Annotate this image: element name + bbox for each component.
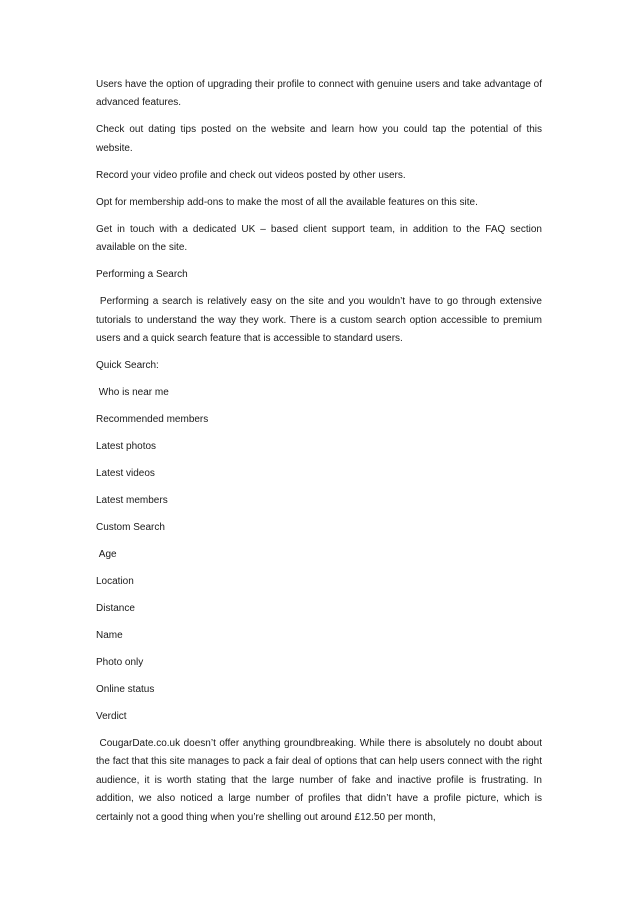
paragraph-search-description: Performing a search is relatively easy on the site and you wouldn’t have to go through extensive tutorials to understand the way they work. There is a custom search option accessible to premium users and a quick search feature that is accessible to standard users.: [96, 296, 545, 345]
heading-custom-search: Custom Search: [96, 522, 165, 534]
list-item-who-is-near-me: Who is near me: [96, 387, 169, 399]
list-item-distance: Distance: [96, 603, 135, 615]
list-item-latest-members: Latest members: [96, 495, 168, 507]
paragraph-dating-tips: Check out dating tips posted on the website and learn how you could tap the potential of this website.: [96, 124, 545, 154]
paragraph-membership-addons: Opt for membership add-ons to make the most of all the available features on this site.: [96, 196, 478, 208]
heading-performing-search: Performing a Search: [96, 269, 188, 281]
paragraph-verdict: CougarDate.co.uk doesn’t offer anything groundbreaking. While there is absolutely no doubt about the fact that this site manages to pack a fair deal of options that can help users connect with the right audience, it is worth stating that the large number of fake and inactive profile is frustrating. In addition, we also noticed a large number of profiles that didn’t have a profile picture, which is certainly not a good thing when you’re shelling out around £12.50 per month,: [96, 738, 545, 823]
paragraph-video-profile: Record your video profile and check out videos posted by other users.: [96, 169, 406, 181]
list-item-recommended-members: Recommended members: [96, 414, 209, 426]
list-item-online-status: Online status: [96, 684, 155, 696]
heading-quick-search: Quick Search:: [96, 360, 159, 372]
document-body: [96, 76, 545, 836]
list-item-age: Age: [96, 549, 117, 561]
list-item-name: Name: [96, 630, 123, 642]
list-item-latest-videos: Latest videos: [96, 468, 155, 480]
heading-verdict: Verdict: [96, 711, 127, 723]
paragraph-client-support: Get in touch with a dedicated UK – based client support team, in addition to the FAQ section available on the site.: [96, 223, 545, 254]
paragraph-upgrade-profile: Users have the option of upgrading their profile to connect with genuine users and take advantage of advanced features.: [96, 79, 545, 109]
list-item-location: Location: [96, 576, 134, 588]
list-item-latest-photos: Latest photos: [96, 441, 157, 453]
list-item-photo-only: Photo only: [96, 657, 144, 669]
